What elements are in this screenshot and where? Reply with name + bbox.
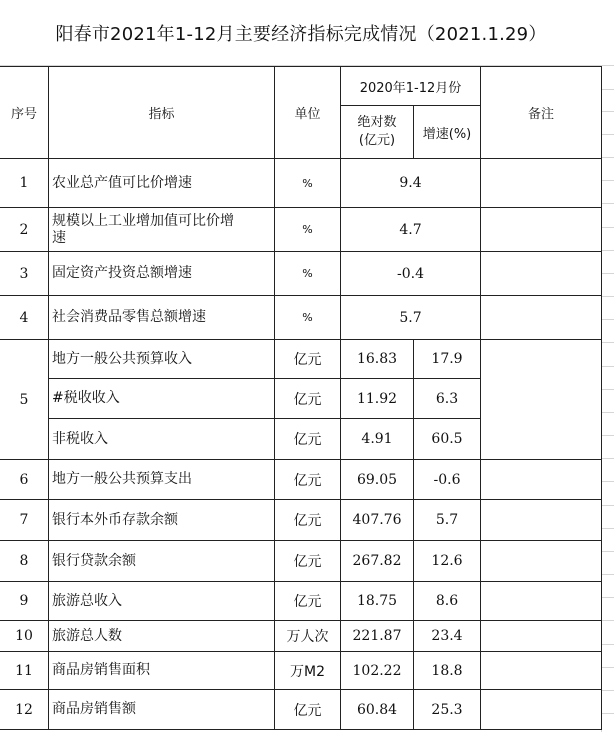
row-unit: 亿元 [293, 702, 322, 719]
gridline [602, 690, 614, 691]
row-unit: 亿元 [293, 391, 322, 408]
gridline [602, 528, 614, 529]
row-growth: 25.3 [431, 701, 463, 718]
row-indicator: 银行贷款余额 [52, 552, 136, 569]
row-indicator: 固定资产投资总额增速 [52, 265, 192, 281]
row-growth: 12.6 [431, 553, 463, 569]
header-remark: 备注 [527, 107, 554, 122]
header-unit: 单位 [294, 107, 321, 122]
gridline [602, 134, 614, 135]
row-indicator: 银行本外币存款余额 [52, 511, 178, 528]
row-unit: 万M2 [290, 663, 325, 680]
header-absolute-line2: (亿元) [358, 133, 396, 148]
row-unit: % [302, 267, 313, 280]
row-seq: 7 [19, 512, 29, 528]
row-seq: 8 [19, 553, 29, 569]
row-absolute: 4.91 [361, 431, 393, 447]
row-unit: 亿元 [293, 554, 322, 570]
row-absolute: 221.87 [352, 628, 402, 644]
gridline [602, 250, 614, 251]
row-seq: 12 [15, 701, 33, 718]
row-absolute: 60.84 [356, 701, 398, 718]
header-period: 2020年1-12月份 [359, 80, 462, 96]
gridline [602, 435, 614, 436]
row-absolute: 16.83 [356, 351, 398, 367]
gridline [602, 574, 614, 575]
row-growth: 18.8 [431, 662, 463, 679]
row-growth: 23.4 [431, 628, 463, 644]
row-seq: 9 [19, 593, 29, 609]
row-indicator: 旅游总收入 [52, 592, 122, 609]
gridline [602, 389, 614, 390]
row-indicator: 地方一般公共预算支出 [52, 471, 192, 487]
gridline [602, 481, 614, 482]
row-unit: 亿元 [293, 432, 322, 448]
header-indicator: 指标 [148, 107, 175, 122]
row-indicator [49, 208, 274, 251]
row-absolute: 102.22 [352, 662, 402, 679]
gridline [602, 713, 614, 714]
gridline [602, 366, 614, 367]
row-growth: 8.6 [435, 593, 459, 609]
table-border [601, 66, 602, 730]
row-unit: % [302, 311, 313, 324]
gridline [602, 551, 614, 552]
header-growth: 增速(%) [422, 126, 472, 142]
row-absolute: 267.82 [352, 553, 402, 569]
row-growth: -0.6 [433, 471, 461, 488]
row-indicator: 旅游总人数 [52, 627, 122, 644]
header-absolute-line1: 绝对数 [357, 115, 397, 130]
row-indicator-line2: 速 [52, 229, 66, 246]
gridline [602, 644, 614, 645]
row-unit: % [302, 223, 313, 236]
gridline [602, 180, 614, 181]
page-title: 阳春市2021年1-12月主要经济指标完成情况（2021.1.29） [55, 24, 547, 45]
row-unit: % [302, 176, 313, 190]
gridline [602, 111, 614, 112]
row-unit: 亿元 [293, 352, 322, 368]
row-indicator: 非税收入 [52, 430, 108, 447]
row-seq: 11 [15, 662, 33, 679]
row-growth: 60.5 [431, 431, 463, 447]
gridline [602, 667, 614, 668]
gridline [602, 597, 614, 598]
gridline [602, 273, 614, 274]
row-indicator: 农业总产值可比价增速 [52, 174, 192, 191]
row-seq: 3 [19, 265, 29, 282]
row-absolute: 69.05 [356, 471, 398, 488]
row-absolute: 11.92 [356, 390, 398, 407]
row-seq: 2 [19, 221, 29, 238]
row-indicator: 地方一般公共预算收入 [52, 350, 192, 367]
row-seq: 4 [19, 309, 29, 326]
row-seq: 10 [15, 628, 33, 644]
row-unit: 亿元 [293, 594, 322, 610]
row-value: 5.7 [399, 309, 422, 326]
gridline [602, 505, 614, 506]
gridline [602, 157, 614, 158]
gridline [602, 227, 614, 228]
row-value: 9.4 [399, 175, 422, 191]
gridline [602, 412, 614, 413]
gridline [602, 203, 614, 204]
row-indicator: 商品房销售面积 [52, 662, 150, 678]
row-unit: 亿元 [293, 513, 322, 529]
row-growth: 6.3 [435, 390, 459, 407]
row-growth: 5.7 [435, 512, 459, 528]
row-indicator: 社会消费品零售总额增速 [52, 309, 206, 325]
row-indicator: 商品房销售额 [52, 701, 136, 717]
gridline [602, 89, 614, 90]
row-seq: 1 [19, 175, 29, 191]
row-absolute: 18.75 [356, 593, 398, 609]
row-indicator: #税收收入 [52, 390, 120, 406]
gridline [602, 458, 614, 459]
header-absolute [341, 106, 413, 158]
row-growth: 17.9 [431, 351, 463, 367]
row-value: 4.7 [399, 221, 422, 238]
row-value: -0.4 [397, 265, 424, 282]
gridline [602, 319, 614, 320]
table-border [0, 729, 602, 730]
gridline [602, 296, 614, 297]
row-seq: 6 [19, 471, 29, 488]
gridline [602, 620, 614, 621]
row-unit: 亿元 [293, 472, 322, 489]
header-seq: 序号 [10, 107, 37, 122]
gridline [602, 342, 614, 343]
table-border [480, 66, 481, 730]
row-absolute: 407.76 [352, 512, 402, 528]
row-seq: 5 [19, 391, 29, 408]
row-unit: 万人次 [286, 629, 329, 645]
row-indicator-line1: 规模以上工业增加值可比价增 [52, 212, 234, 229]
